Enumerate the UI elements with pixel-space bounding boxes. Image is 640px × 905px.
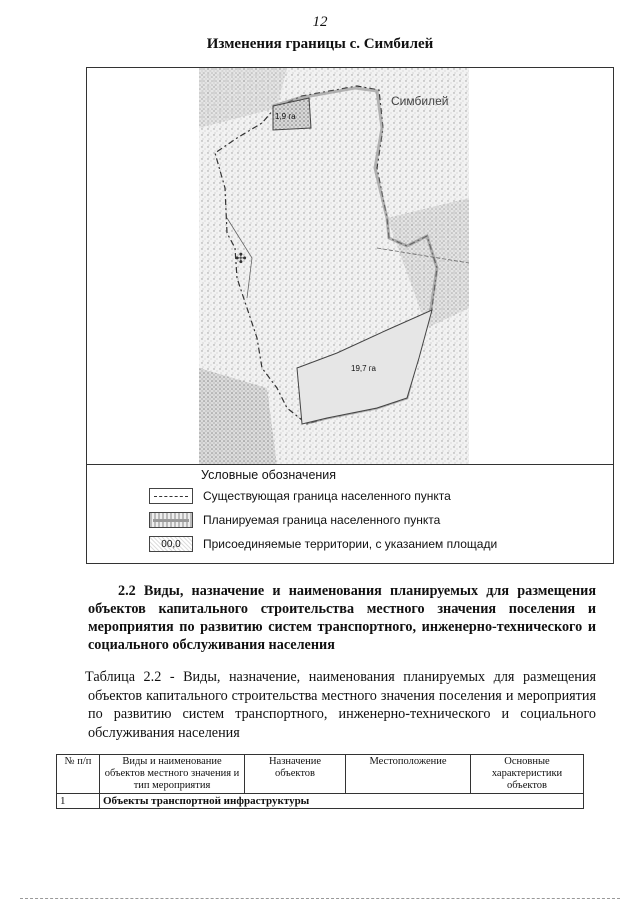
legend-item-planned [149,512,440,528]
legend-label: Присоединяемые территории, с указанием площади [203,537,498,551]
boundary-map [87,68,614,465]
legend [86,464,614,564]
section-heading: 2.2 Виды, назначение и наименования планируемых для размещения объектов капитального строительства местного значения поселения и мероприятия по развитию систем транспортного, инженерно-технического и социального обслуживания населения [88,583,596,653]
row-section-label: Объекты транспортной инфраструктуры [100,794,584,809]
area-label: 19,7 га [351,364,376,373]
page-number: 12 [312,14,328,30]
legend-label: Существующая граница населенного пункта [203,489,451,503]
legend-item-existing [149,488,451,504]
table-header: Виды и наименование объектов местного значения и тип мероприятия [100,755,245,794]
table-row [57,794,584,809]
table-header: Назначение объектов [245,755,346,794]
legend-label: Планируемая граница населенного пункта [203,513,441,527]
map-frame [86,67,614,465]
village-label: Симбилей [391,94,449,108]
legend-title: Условные обозначения [201,468,337,482]
objects-table [56,754,584,809]
legend-item-annexed [149,536,497,552]
existing-boundary-swatch [149,488,193,504]
table-header: Основные характеристики объектов [471,755,584,794]
planned-boundary-swatch [149,512,193,528]
area-label: 1,9 га [275,112,296,121]
row-number: 1 [57,794,100,809]
map-title: Изменения границы с. Симбилей [206,36,434,52]
annexed-area-swatch: 00,0 [149,536,193,552]
table-header: № п/п [57,755,100,794]
svg-text:✣: ✣ [235,252,247,267]
table-header-row [57,755,584,794]
table-caption: Таблица 2.2 - Виды, назначение, наименования планируемых для размещения объектов капитального строительства местного значения поселения и мероприятия по развитию систем транспортного, инженерно-технического и социального обслуживания населения [85,669,596,741]
page-bottom-edge [20,898,620,899]
table-header: Местоположение [346,755,471,794]
